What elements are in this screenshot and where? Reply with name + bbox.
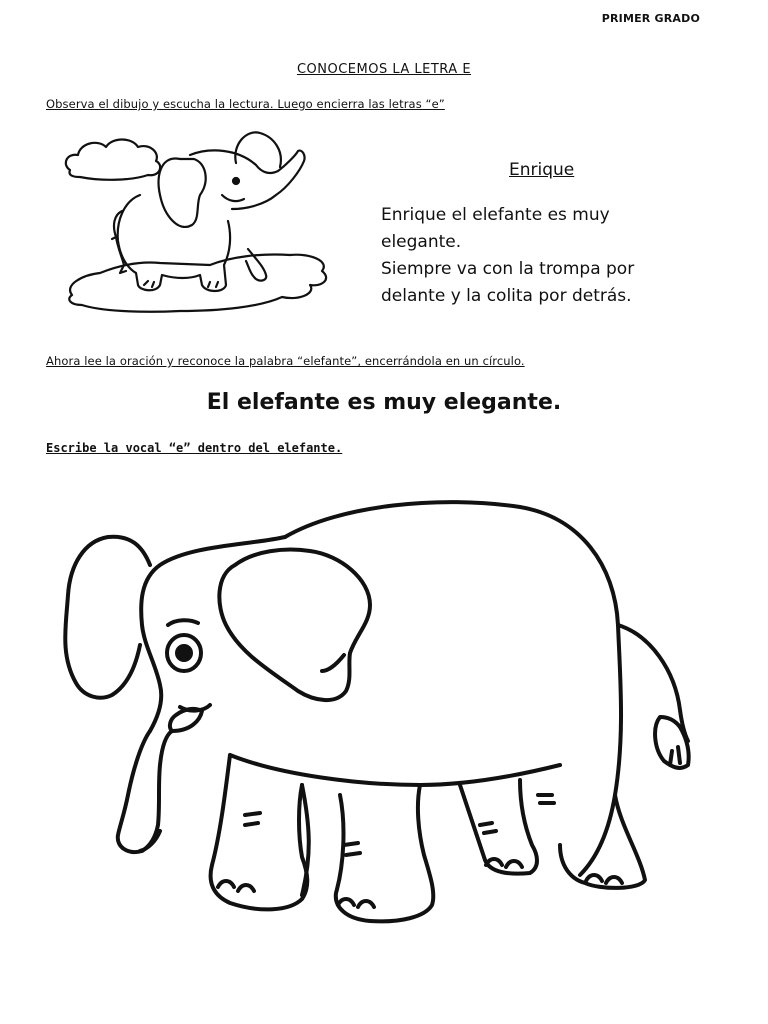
- large-elephant-icon: [40, 495, 700, 935]
- instruction-observe: Observa el dibujo y escucha la lectura. Luego encierra las letras “e”: [46, 97, 445, 111]
- small-elephant-icon: [60, 125, 340, 325]
- poem-line: Enrique el elefante es muy: [381, 205, 610, 225]
- ground-icon: [69, 254, 326, 311]
- instruction-read: Ahora lee la oración y reconoce la palabra “elefante”, encerrándola en un círculo.: [46, 354, 525, 368]
- poem-line: Siempre va con la trompa por: [381, 259, 635, 279]
- poem-line: delante y la colita por detrás.: [381, 286, 632, 306]
- poem-title: Enrique: [509, 160, 575, 180]
- poem-text: [381, 202, 701, 310]
- page-title: CONOCEMOS LA LETRA E: [296, 62, 472, 77]
- grade-label: PRIMER GRADO: [601, 12, 700, 25]
- poem-line: elegante.: [381, 232, 462, 252]
- cloud-icon: [66, 140, 160, 180]
- instruction-write: Escribe la vocal “e” dentro del elefante.: [46, 441, 343, 455]
- target-sentence: El elefante es muy elegante.: [206, 390, 562, 415]
